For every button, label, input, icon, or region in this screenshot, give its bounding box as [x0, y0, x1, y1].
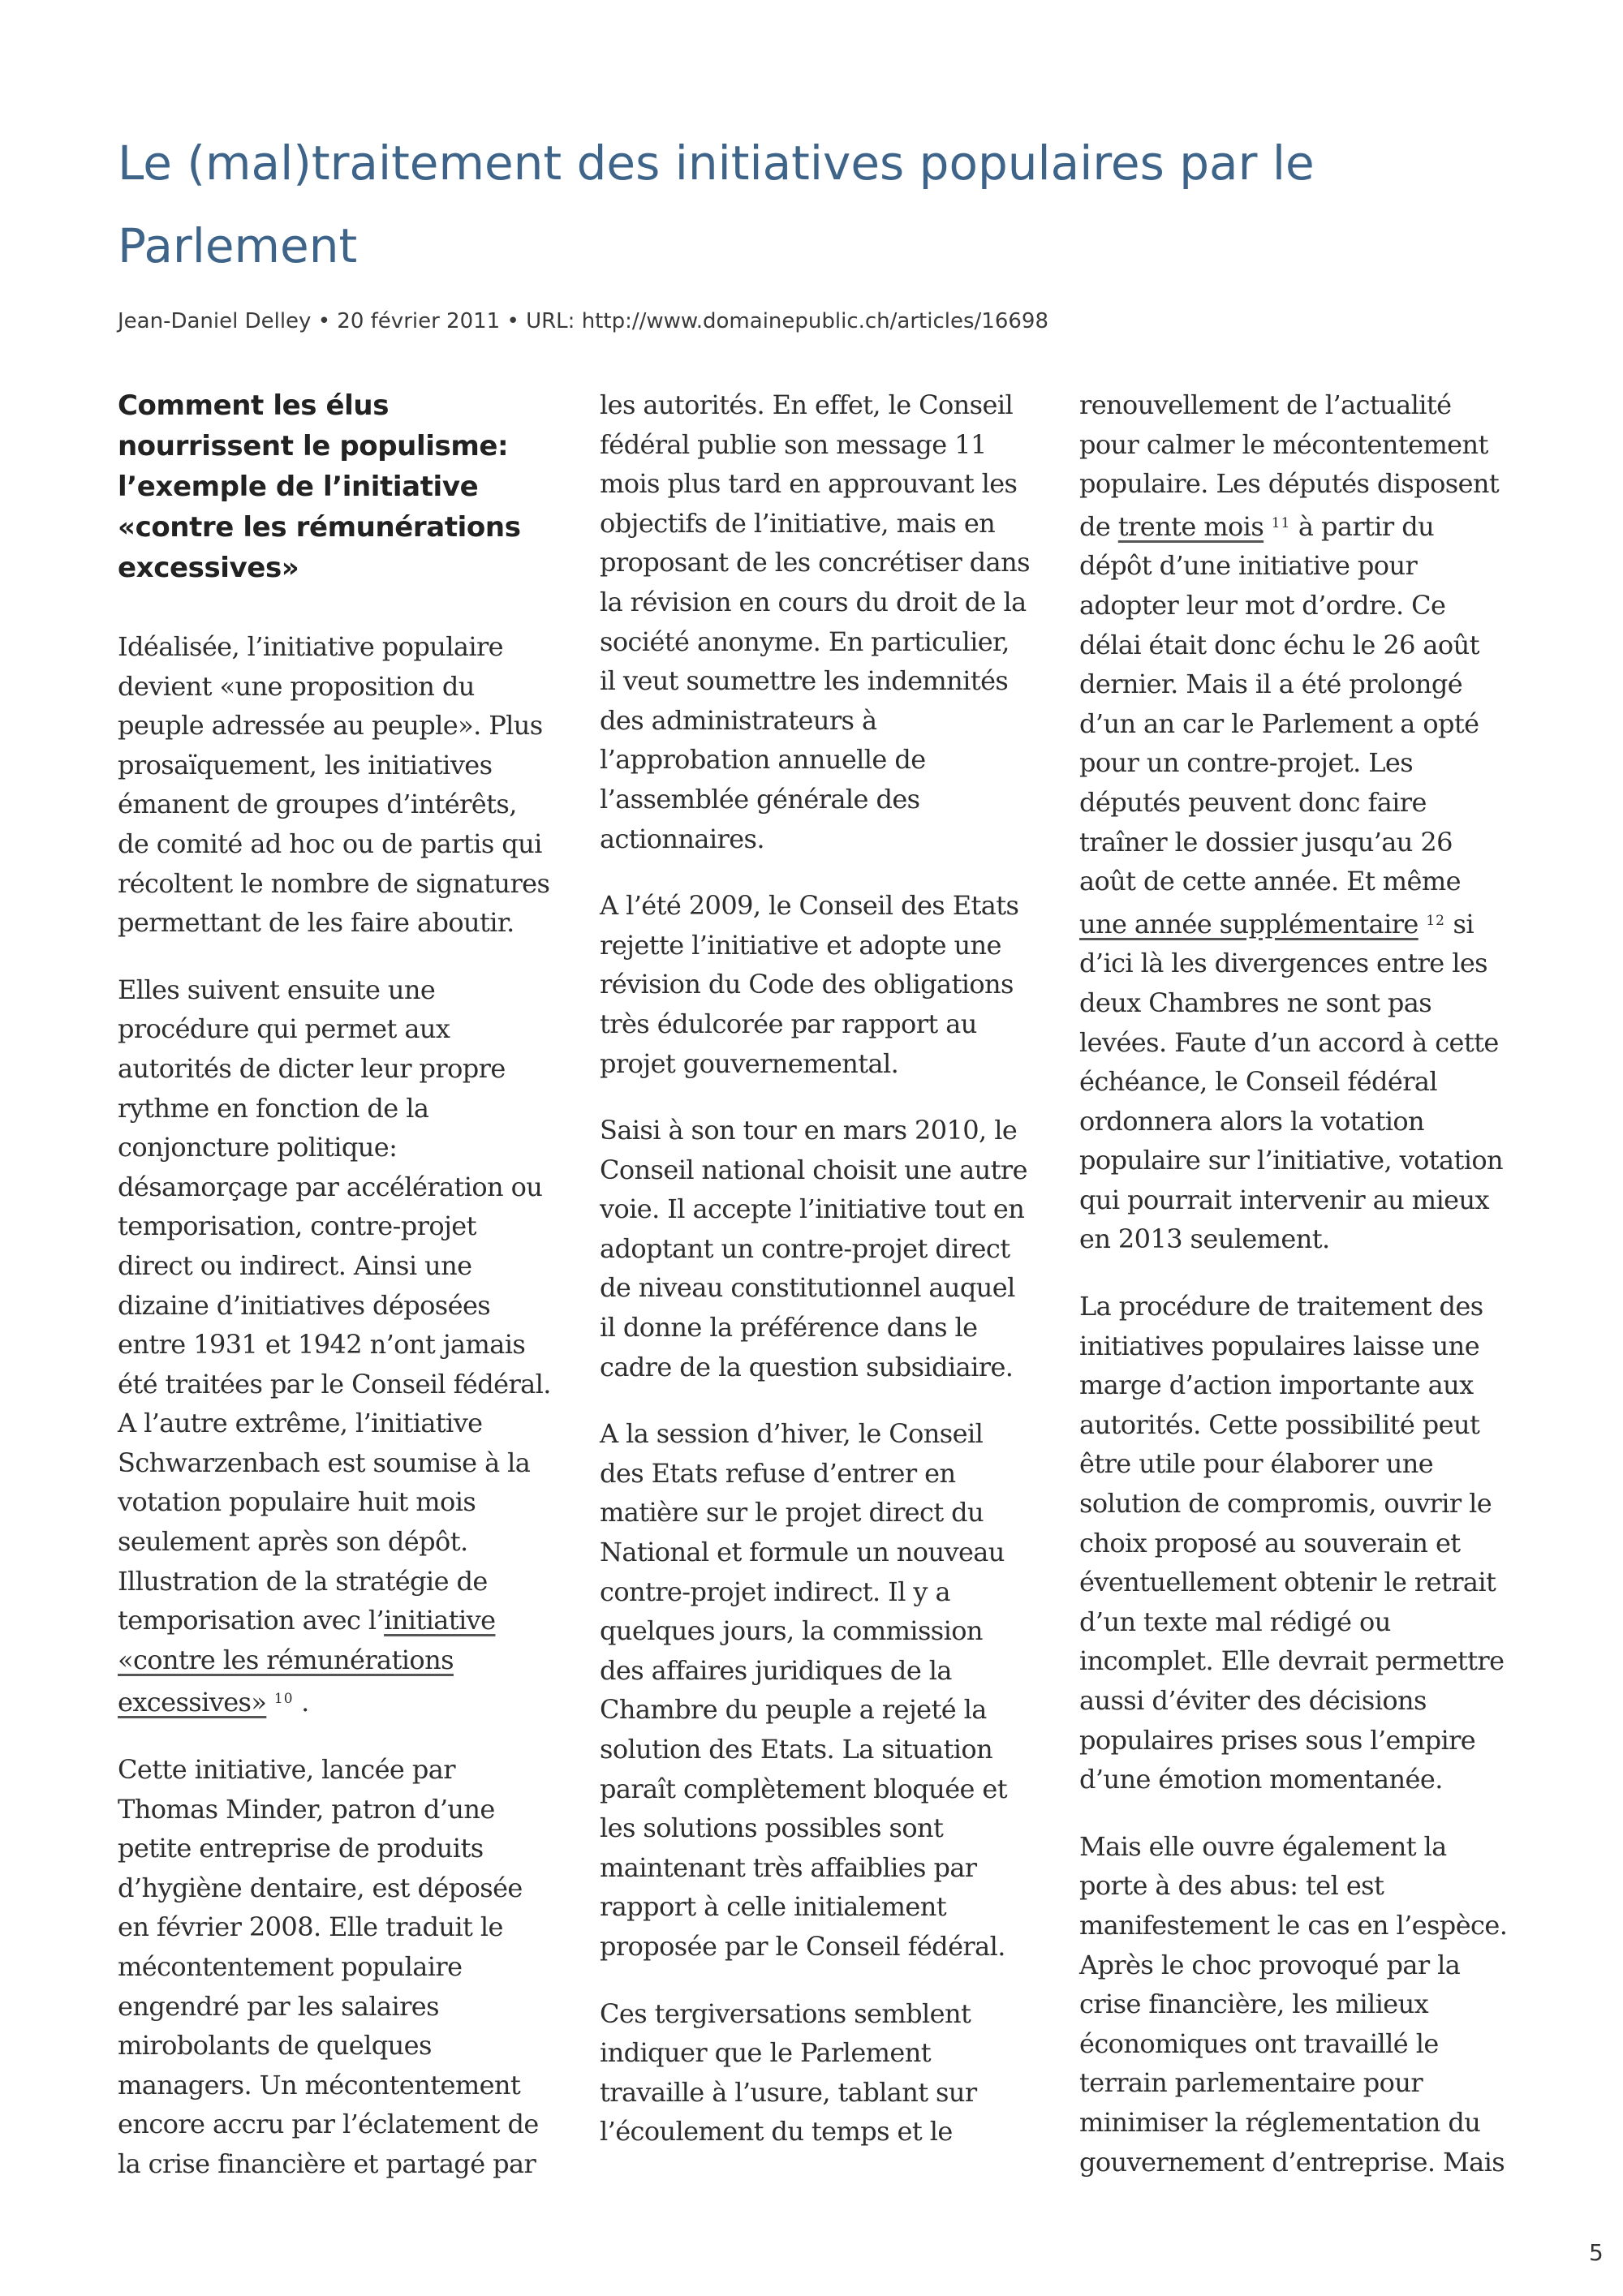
text-line: entre 1931 et 1942 n’ont jamais [118, 1329, 526, 1361]
text-line: être utile pour élaborer une [1079, 1448, 1434, 1480]
text-line: maintenant très affaiblies par [600, 1851, 977, 1883]
text-line: travaille à l’usure, tablant sur [600, 2076, 977, 2108]
text-line: délai était donc échu le 26 août [1079, 629, 1479, 660]
text-line: rejette l’initiative et adopte une [600, 929, 1001, 961]
page-number: 5 [1589, 2239, 1604, 2266]
footnote-marker[interactable]: 11 [1271, 514, 1291, 531]
text-line: A la session d’hiver, le Conseil [600, 1418, 984, 1450]
text-line: paraît complètement bloquée et [600, 1773, 1008, 1804]
subheading-line: «contre les rémunérations [118, 511, 521, 544]
subheading-line: l’exemple de l’initiative [118, 471, 479, 503]
text-line: projet gouvernemental. [600, 1047, 899, 1079]
text-line: terrain parlementaire pour [1079, 2067, 1423, 2099]
text-line: aussi d’éviter des décisions [1079, 1685, 1427, 1716]
text-fragment: à partir du [1290, 510, 1435, 542]
text-line: des administrateurs à [600, 704, 877, 736]
text-line: rythme en fonction de la [118, 1092, 429, 1124]
text-line: levées. Faute d’un accord à cette [1079, 1026, 1499, 1058]
text-line: Elles suivent ensuite une [118, 974, 436, 1005]
text-line: les autorités. En effet, le Conseil [600, 389, 1014, 420]
text-fragment: . [293, 1687, 309, 1718]
text-line: récoltent le nombre de signatures [118, 867, 550, 899]
text-line: Schwarzenbach est soumise à la [118, 1447, 531, 1478]
text-line [118, 1640, 572, 1680]
text-line: ordonnera alors la votation [1079, 1105, 1425, 1137]
text-line: indiquer que le Parlement [600, 2037, 932, 2069]
text-line: qui pourrait intervenir au mieux [1079, 1184, 1489, 1215]
article-title: Le (mal)traitement des initiatives populaires par le Parlement [118, 135, 1315, 273]
paragraph [1079, 1827, 1534, 2182]
text-line: solution des Etats. La situation [600, 1734, 993, 1765]
text-line: d’hygiène dentaire, est déposée [118, 1872, 523, 1903]
text-line: société anonyme. En particulier, [600, 626, 1010, 657]
column-3 [1079, 385, 1534, 2209]
text-line: petite entreprise de produits [118, 1833, 484, 1864]
annee-supplementaire-link[interactable]: une année supplémentaire [1079, 908, 1419, 939]
text-line: économiques ont travaillé le [1079, 2027, 1439, 2059]
text-line: très édulcorée par rapport au [600, 1008, 977, 1039]
text-line: éventuellement obtenir le retrait [1079, 1567, 1496, 1598]
text-line: Illustration de la stratégie de [118, 1565, 488, 1597]
text-line: A l’été 2009, le Conseil des Etats [600, 890, 1019, 922]
trente-mois-link[interactable]: trente mois [1117, 510, 1264, 542]
text-line: de comité ad hoc ou de partis qui [118, 828, 542, 859]
text-line: La procédure de traitement des [1079, 1291, 1483, 1322]
text-line: pour un contre-projet. Les [1079, 747, 1414, 779]
text-line: mois plus tard en approuvant les [600, 468, 1018, 500]
text-line: l’approbation annuelle de [600, 744, 926, 776]
text-line: pour calmer le mécontentement [1079, 428, 1488, 460]
text-line: quelques jours, la commission [600, 1615, 983, 1647]
text-line: la révision en cours du droit de la [600, 586, 1027, 617]
paragraph [600, 1414, 1054, 1966]
text-line: objectifs de l’initiative, mais en [600, 507, 996, 539]
paragraph [1079, 385, 1534, 1259]
text-line: échéance, le Conseil fédéral [1079, 1066, 1438, 1098]
footnote-marker[interactable]: 10 [273, 1691, 294, 1708]
text-line [1079, 504, 1534, 547]
text-line: temporisation, contre-projet [118, 1210, 476, 1242]
text-line: d’ici là les divergences entre les [1079, 948, 1487, 979]
text-line: choix proposé au souverain et [1079, 1527, 1461, 1559]
text-line: autorités. Cette possibilité peut [1079, 1408, 1480, 1440]
text-line: en 2013 seulement. [1079, 1223, 1330, 1255]
text-line: Conseil national choisit une autre [600, 1154, 1027, 1185]
text-line: l’écoulement du temps et le [600, 2116, 953, 2148]
text-line: fédéral publie son message 11 [600, 428, 987, 460]
text-line: il donne la préférence dans le [600, 1312, 978, 1344]
text-line: direct ou indirect. Ainsi une [118, 1249, 472, 1281]
paragraph [600, 385, 1054, 858]
text-line: autorités de dicter leur propre [118, 1052, 506, 1084]
text-line: dépôt d’une initiative pour [1079, 550, 1418, 582]
paragraph [600, 1111, 1054, 1387]
text-line: procédure qui permet aux [118, 1013, 450, 1045]
text-line: rapport à celle initialement [600, 1891, 946, 1923]
text-line: A l’autre extrême, l’initiative [118, 1408, 483, 1439]
text-line: cadre de la question subsidiaire. [600, 1351, 1014, 1382]
text-line: adopter leur mot d’ordre. Ce [1079, 589, 1446, 621]
text-line: votation populaire huit mois [118, 1486, 476, 1518]
text-line: proposant de les concrétiser dans [600, 547, 1030, 578]
text-fragment: temporisation avec l’ [118, 1605, 385, 1636]
text-line: peuple adressée au peuple». Plus [118, 710, 543, 742]
text-line: la crise financière et partagé par [118, 2148, 536, 2179]
paragraph [600, 886, 1054, 1083]
text-line: Cette initiative, lancée par [118, 1754, 455, 1786]
text-line: députés peuvent donc faire [1079, 786, 1427, 818]
article-subheading [118, 385, 572, 588]
text-line: août de cette année. Et même [1079, 866, 1461, 897]
text-line: mirobolants de quelques [118, 2030, 432, 2062]
text-line: renouvellement de l’actualité [1079, 389, 1452, 420]
text-line: conjoncture politique: [118, 1132, 398, 1163]
subheading-line: excessives» [118, 552, 299, 584]
text-fragment: de [1079, 510, 1118, 542]
text-line: matière sur le projet direct du [600, 1497, 984, 1529]
text-line: crise financière, les milieux [1079, 1989, 1429, 2020]
text-line: adoptant un contre-projet direct [600, 1232, 1010, 1264]
text-line: Idéalisée, l’initiative populaire [118, 631, 504, 662]
text-line: proposée par le Conseil fédéral. [600, 1930, 1005, 1962]
text-line: Chambre du peuple a rejeté la [600, 1694, 987, 1726]
paragraph [118, 970, 572, 1722]
text-line: Saisi à son tour en mars 2010, le [600, 1115, 1018, 1146]
text-line: populaires prises sous l’empire [1079, 1724, 1476, 1756]
text-line: deux Chambres ne sont pas [1079, 987, 1432, 1018]
text-line: Mais elle ouvre également la [1079, 1830, 1447, 1862]
text-line: d’un an car le Parlement a opté [1079, 707, 1479, 739]
text-line: seulement après son dépôt. [118, 1526, 468, 1558]
column-1 [118, 385, 572, 2212]
text-line [118, 1601, 572, 1640]
text-line: dernier. Mais il a été prolongé [1079, 669, 1463, 700]
text-line: en février 2008. Elle traduit le [118, 1911, 503, 1943]
text-line: incomplet. Elle devrait permettre [1079, 1645, 1505, 1677]
text-line: été traitées par le Conseil fédéral. [118, 1368, 551, 1400]
text-line: mécontentement populaire [118, 1951, 463, 1982]
footnote-marker[interactable]: 12 [1426, 912, 1445, 929]
text-line: National et formule un nouveau [600, 1537, 1005, 1568]
text-line [1079, 901, 1534, 944]
text-fragment: si [1444, 908, 1474, 939]
text-line: engendré par les salaires [118, 1990, 439, 2022]
text-line: populaire. Les députés disposent [1079, 468, 1500, 500]
paragraph [1079, 1287, 1534, 1799]
initiative-link[interactable]: excessives» [118, 1687, 267, 1718]
text-line: des Etats refuse d’entrer en [600, 1457, 956, 1489]
text-line: les solutions possibles sont [600, 1812, 944, 1844]
paragraph [118, 627, 572, 943]
text-line: émanent de groupes d’intérêts, [118, 789, 517, 820]
text-line: d’une émotion momentanée. [1079, 1764, 1443, 1795]
text-line: contre-projet indirect. Il y a [600, 1576, 950, 1607]
text-line: voie. Il accepte l’initiative tout en [600, 1193, 1025, 1225]
paragraph [600, 1994, 1054, 2152]
text-line: porte à des abus: tel est [1079, 1870, 1384, 1902]
text-line: managers. Un mécontentement [118, 2069, 521, 2100]
text-line: des affaires juridiques de la [600, 1654, 952, 1686]
article-byline: Jean-Daniel Delley • 20 février 2011 • URL: http://www.domainepublic.ch/articles/16698 [118, 309, 1048, 333]
text-line: manifestement le cas en l’espèce. [1079, 1909, 1508, 1941]
text-line: Thomas Minder, patron d’une [118, 1793, 495, 1825]
text-line: d’un texte mal rédigé ou [1079, 1606, 1391, 1637]
initiative-link[interactable]: «contre les rémunérations [118, 1644, 454, 1675]
text-line: Après le choc provoqué par la [1079, 1949, 1461, 1980]
text-line: initiatives populaires laisse une [1079, 1330, 1480, 1361]
text-line: prosaïquement, les initiatives [118, 749, 493, 780]
text-line: devient «une proposition du [118, 670, 475, 702]
subheading-line: Comment les élus [118, 389, 390, 422]
text-line: désamorçage par accélération ou [118, 1171, 543, 1202]
text-line [118, 1679, 572, 1722]
subheading-line: nourrissent le populisme: [118, 430, 509, 462]
text-line: il veut soumettre les indemnités [600, 665, 1009, 697]
column-2 [600, 385, 1054, 2179]
text-line: Ces tergiversations semblent [600, 1997, 971, 2029]
initiative-link[interactable]: initiative [384, 1605, 496, 1636]
text-line: de niveau constitutionnel auquel [600, 1272, 1015, 1304]
paragraph [118, 1750, 572, 2184]
text-line: solution de compromis, ouvrir le [1079, 1488, 1492, 1520]
text-line: marge d’action importante aux [1079, 1369, 1474, 1401]
text-line: actionnaires. [600, 823, 764, 854]
text-line: révision du Code des obligations [600, 969, 1014, 1000]
text-line: l’assemblée générale des [600, 783, 920, 815]
text-line: dizaine d’initiatives déposées [118, 1289, 491, 1321]
text-line: gouvernement d’entreprise. Mais [1079, 2146, 1505, 2178]
text-line: traîner le dossier jusqu’au 26 [1079, 826, 1453, 858]
text-line: permettant de les faire aboutir. [118, 907, 514, 939]
text-line: minimiser la réglementation du [1079, 2106, 1481, 2138]
text-line: populaire sur l’initiative, votation [1079, 1145, 1504, 1176]
text-line: encore accru par l’éclatement de [118, 2109, 539, 2140]
